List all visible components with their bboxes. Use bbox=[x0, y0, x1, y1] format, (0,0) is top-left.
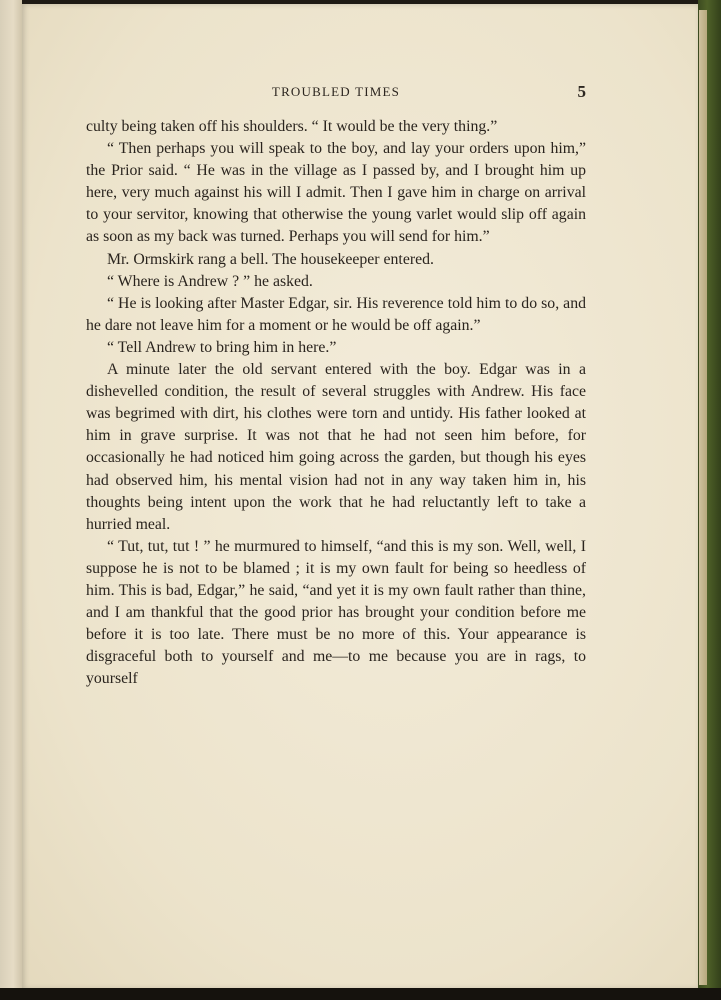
paragraph: Mr. Ormskirk rang a bell. The housekeeper entered. bbox=[107, 250, 434, 268]
facing-page-edge bbox=[0, 0, 22, 1000]
bottom-shadow bbox=[0, 988, 721, 1000]
paragraph-continued: culty being taken off his shoulders. “ It would be the very thing.” bbox=[86, 118, 498, 135]
paragraph: “ Tut, tut, tut ! ” he murmured to himself, “and this is my son. Well, well, I suppose he is not to be blamed ; it is my own fault for being so heedless of him. This is bad, Edgar,” he said, “and yet it is my own fault rather than thine, and I am thankful that the good prior has brought your condition before me before it is too late. There must be no more of this. Your appearance is disgraceful both to yourself and me—to me because you are in rags, to yourself bbox=[86, 537, 586, 688]
running-header-title: TROUBLED TIMES bbox=[271, 84, 401, 99]
page-number: 5 bbox=[577, 82, 586, 101]
paragraph: “ He is looking after Master Edgar, sir. His reverence told him to do so, and he dare not leave him for a moment or he would be off again.” bbox=[86, 294, 586, 334]
paragraph: “ Then perhaps you will speak to the boy, and lay your orders upon him,” the Prior said. “ He was in the village as I passed by, and I brought him up here, very much against his will I admit. Then I gave him in charge on arrival to your servitor, knowing that otherwise the young varlet would slip off again as soon as my back was turned. Perhaps you will send for him.” bbox=[86, 140, 586, 246]
paragraph: “ Tell Andrew to bring him in here.” bbox=[107, 338, 337, 356]
paragraph: “ Where is Andrew ? ” he asked. bbox=[107, 272, 313, 290]
paragraph: A minute later the old servant entered with the boy. Edgar was in a dishevelled condition, the result of several struggles with Andrew. His face was begrimed with dirt, his clothes were torn and untidy. His father looked at him in grave surprise. It was not that he had not seen him before, for occasionally he had noticed him going across the garden, but though his eyes had observed him, his mental vision had not in any way taken him in, his thoughts being intent upon the work that he had reluctantly left to take a hurried meal. bbox=[86, 361, 586, 533]
body-text bbox=[86, 116, 586, 690]
running-header bbox=[86, 82, 586, 102]
page-stack-edge bbox=[699, 10, 707, 985]
